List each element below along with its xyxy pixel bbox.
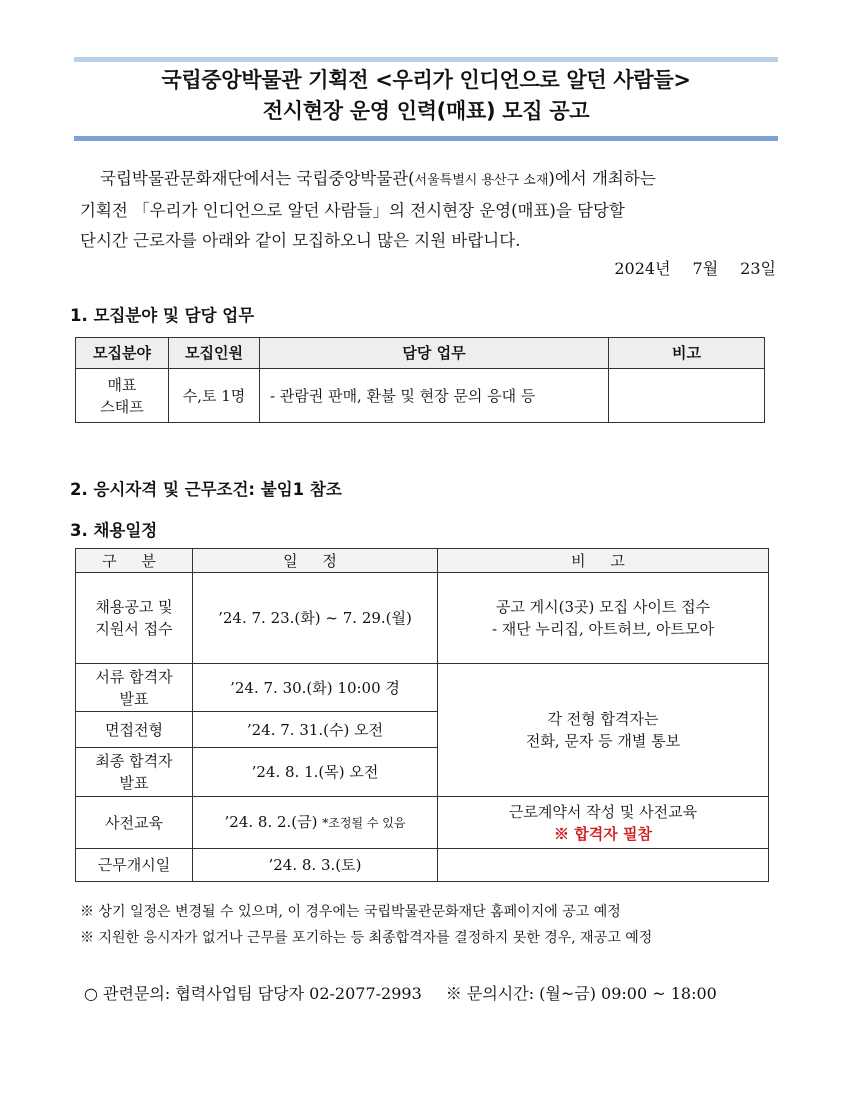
note-text: 각 전형 합격자는 — [547, 710, 659, 728]
section-3-heading: 3. 채용일정 — [70, 521, 158, 540]
col-header-note: 비 고 — [438, 549, 769, 573]
schedule-cell: ’24. 7. 30.(화) 10:00 경 — [193, 664, 438, 712]
category-text: 지원서 접수 — [95, 620, 173, 638]
category-text: 최종 합격자 — [95, 752, 173, 770]
category-cell: 면접전형 — [76, 712, 193, 748]
category-cell — [76, 748, 193, 797]
col-header-schedule: 일 정 — [193, 549, 438, 573]
note-text: 전화, 문자 등 개별 통보 — [525, 732, 681, 750]
count-cell: 수,토 1명 — [169, 369, 260, 423]
schedule-cell: ’24. 7. 31.(수) 오전 — [193, 712, 438, 748]
category-cell — [76, 573, 193, 664]
category-text: 발표 — [119, 689, 149, 708]
date-day: 23일 — [740, 259, 776, 278]
table-row — [76, 664, 769, 712]
note-text: 근로계약서 작성 및 사전교육 — [508, 802, 698, 821]
table-row — [76, 797, 769, 849]
col-header-field: 모집분야 — [76, 338, 169, 369]
title-top-bar — [74, 57, 778, 62]
category-text: 발표 — [119, 774, 149, 792]
table-row — [76, 369, 765, 423]
col-header-note: 비고 — [609, 338, 765, 369]
category-text: 서류 합격자 — [95, 667, 173, 686]
table-row — [76, 573, 769, 664]
intro-paragraph — [80, 164, 778, 256]
field-cell — [76, 369, 169, 423]
schedule-table — [75, 548, 769, 882]
schedule-cell: ’24. 8. 1.(목) 오전 — [193, 748, 438, 797]
table-row — [76, 849, 769, 882]
date-year: 2024년 — [614, 259, 671, 278]
schedule-note-2: ※ 지원한 응시자가 없거나 근무를 포기하는 등 최종합격자를 결정하지 못한 경우, 재공고 예정 — [80, 930, 653, 946]
category-text: 채용공고 및 — [95, 598, 173, 616]
schedule-cell: ’24. 7. 23.(화) ~ 7. 29.(월) — [193, 573, 438, 664]
col-header-duty: 담당 업무 — [260, 338, 609, 369]
schedule-cell — [193, 797, 438, 849]
note-cell — [609, 369, 765, 423]
intro-line-2: 기획전 「우리가 인디언으로 알던 사람들」의 전시현장 운영(매표)을 담당할 — [80, 201, 625, 220]
schedule-note: *조정될 수 있음 — [322, 816, 406, 830]
field-text: 매표 — [107, 375, 137, 394]
intro-text: )에서 개최하는 — [548, 169, 656, 188]
notice-date — [614, 256, 776, 282]
required-attendance-note: ※ 합격자 필참 — [554, 824, 652, 843]
section-2-heading: 2. 응시자격 및 근무조건: 붙임1 참조 — [70, 480, 342, 499]
duty-cell: - 관람권 판매, 환불 및 현장 문의 응대 등 — [260, 369, 609, 423]
merged-note-cell — [438, 664, 769, 797]
note-text: - 재단 누리집, 아트허브, 아트모아 — [491, 620, 715, 638]
note-text: 공고 게시(3곳) 모집 사이트 접수 — [495, 598, 711, 616]
page-title — [74, 65, 778, 127]
schedule-cell: ’24. 8. 3.(토) — [193, 849, 438, 882]
note-cell — [438, 573, 769, 664]
intro-location: 서울특별시 용산구 소재 — [414, 173, 549, 188]
note-cell — [438, 849, 769, 882]
title-bottom-bar — [74, 136, 778, 141]
title-line-2: 전시현장 운영 인력(매표) 모집 공고 — [262, 99, 590, 123]
field-text: 스태프 — [100, 397, 144, 416]
category-cell: 사전교육 — [76, 797, 193, 849]
schedule-note-1: ※ 상기 일정은 변경될 수 있으며, 이 경우에는 국립박물관문화재단 홈페이지에 공고 예정 — [80, 904, 621, 920]
contact-hours: ※ 문의시간: (월~금) 09:00 ~ 18:00 — [445, 984, 717, 1003]
section-1-heading: 1. 모집분야 및 담당 업무 — [70, 306, 255, 325]
intro-line-3: 단시간 근로자를 아래와 같이 모집하오니 많은 지원 바랍니다. — [80, 231, 521, 250]
category-cell: 근무개시일 — [76, 849, 193, 882]
category-cell — [76, 664, 193, 712]
recruit-table — [75, 337, 765, 423]
contact-phone: ○ 관련문의: 협력사업팀 담당자 02-2077-2993 — [84, 984, 422, 1003]
col-header-count: 모집인원 — [169, 338, 260, 369]
date-month: 7월 — [692, 259, 719, 278]
intro-text: 국립박물관문화재단에서는 국립중앙박물관( — [100, 169, 415, 188]
contact-info — [84, 981, 717, 1004]
note-cell — [438, 797, 769, 849]
schedule-text: ’24. 8. 2.(금) — [224, 813, 318, 831]
title-line-1: 국립중앙박물관 기획전 <우리가 인디언으로 알던 사람들> — [161, 68, 691, 92]
col-header-category: 구 분 — [76, 549, 193, 573]
